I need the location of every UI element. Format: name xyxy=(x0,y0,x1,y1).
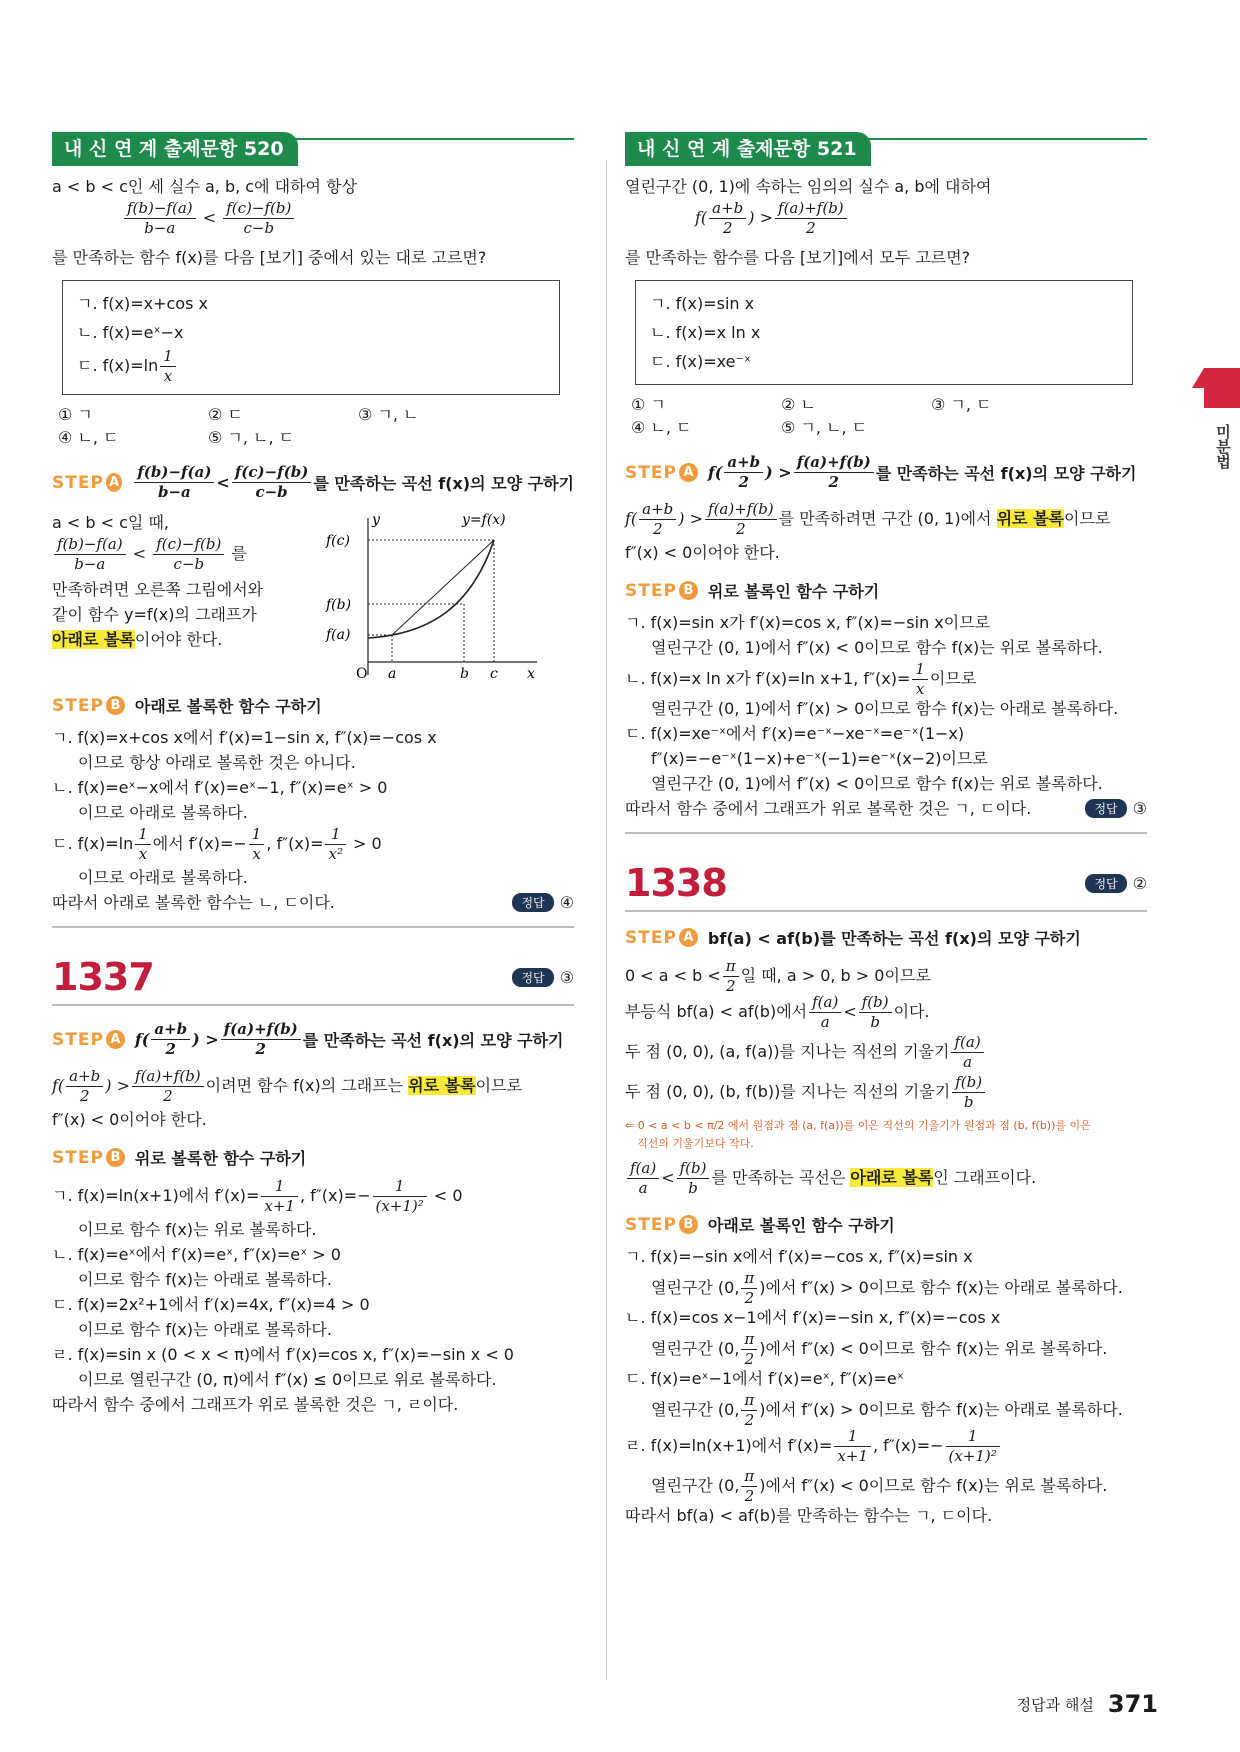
fraction: $\frac{f(b)-f(a)}{b-a}$ xyxy=(124,199,196,238)
solution-line: f( $\frac{a+b}{2}$ ) > $\frac{f(a)+f(b)}{2}$ 를 만족하려면 구간 (0, 1)에서 위로 볼록이므로 xyxy=(625,500,1111,538)
choice[interactable]: ③ ㄱ, ㄷ xyxy=(931,395,992,414)
y-axis-label: y xyxy=(372,512,380,528)
text-line: a < b < c일 때, xyxy=(52,513,169,532)
step-a-heading: STEP A f( $\frac{a+b}{2}$ ) > $\frac{f(a)+f(b)}{2}$ 를 만족하는 곡선 f(x)의 모양 구하기 xyxy=(625,453,1137,491)
step-title: 위로 볼록인 함수 구하기 xyxy=(707,582,880,601)
curve xyxy=(368,540,494,638)
solution-line: ㄹ. f(x)=sin x (0 < x < π)에서 f′(x)=cos x, f″(x)=−sin x < 0 xyxy=(52,1345,514,1364)
solution-line: 0 < a < b < $\frac{\pi}{2}$ 일 때, a > 0, b > 0이므로 xyxy=(625,957,931,995)
solution-line: ㄷ. f(x)=eˣ−1에서 f′(x)=eˣ, f″(x)=eˣ xyxy=(625,1369,904,1388)
solution-line: 열린구간 (0, $\frac{\pi}{2}$ )에서 f″(x) > 0이므로 함수 f(x)는 아래로 볼록하다. xyxy=(651,1269,1123,1307)
bogi-item: ㄴ. f(x)=eˣ−x xyxy=(77,323,184,342)
solution-line: f( $\frac{a+b}{2}$ ) > $\frac{f(a)+f(b)}{2}$ 이려면 함수 f(x)의 그래프는 위로 볼록이므로 xyxy=(52,1067,522,1105)
solution-line: 열린구간 (0, 1)에서 f″(x) > 0이므로 함수 f(x)는 아래로 볼록하다. xyxy=(651,699,1119,718)
choice[interactable]: ① ㄱ xyxy=(631,395,666,414)
step-title: 아래로 볼록한 함수 구하기 xyxy=(134,697,322,716)
solution-line: 이므로 열린구간 (0, π)에서 f″(x) ≤ 0이므로 위로 볼록하다. xyxy=(78,1370,497,1389)
solution-line: ㄱ. f(x)=sin x가 f′(x)=cos x, f″(x)=−sin x이므로 xyxy=(625,613,991,632)
step-title: 를 만족하는 곡선 f(x)의 모양 구하기 xyxy=(313,474,574,493)
solution-line: ㄷ. f(x)=xe⁻ˣ에서 f′(x)=e⁻ˣ−xe⁻ˣ=e⁻ˣ(1−x) xyxy=(625,724,965,743)
answer-521: 정답 ③ xyxy=(625,799,1147,818)
choice[interactable]: ④ ㄴ, ㄷ xyxy=(58,428,119,447)
answer-badge: 정답 xyxy=(512,893,553,912)
text-line: 만족하려면 오른쪽 그림에서와 xyxy=(52,580,264,599)
convex-graph xyxy=(322,510,542,680)
bogi-box xyxy=(62,280,560,395)
answer-value: ④ xyxy=(559,893,574,912)
solution-line: 이므로 항상 아래로 볼록한 것은 아니다. xyxy=(78,753,356,772)
fraction: $\frac{f(c)-f(b)}{c-b}$ xyxy=(223,199,294,238)
step-a-heading: STEP A bf(a) < af(b)를 만족하는 곡선 f(x)의 모양 구하기 xyxy=(625,927,1081,948)
solution-line: $\frac{f(a)}{a}$ < $\frac{f(b)}{b}$ 를 만족하는 곡선은 아래로 볼록인 그래프이다. xyxy=(625,1159,1147,1199)
text-line: $\frac{f(b)-f(a)}{b-a}$ < $\frac{f(c)-f(b)}{c-b}$ 를 xyxy=(52,535,322,577)
curve-label: y=f(x) xyxy=(462,512,506,528)
step-b-heading: STEP B 아래로 볼록인 함수 구하기 xyxy=(625,1214,895,1235)
question-ask: 를 만족하는 함수 f(x)를 다음 [보기] 중에서 있는 대로 고르면? xyxy=(52,248,487,267)
solution-line: f″(x) < 0이어야 한다. xyxy=(52,1110,207,1129)
inequality: f( $\frac{a+b}{2}$ ) > $\frac{f(a)+f(b)}{2}$ xyxy=(625,199,1147,245)
solution-line: ㄱ. f(x)=ln(x+1)에서 f′(x)= $\frac{1}{x+1}$ , f″(x)=− $\frac{1}{\text{(x+1)²}}$ < 0 xyxy=(52,1177,463,1215)
solution-line: ㄷ. f(x)=ln $\frac{1}{x}$ 에서 f′(x)=− $\frac{1}{x}$ , f″(x)= $\frac{1}{\text{x²}}$ > 0 xyxy=(52,825,382,863)
bogi-item: ㄷ. f(x)=xe⁻ˣ xyxy=(650,352,751,371)
chord xyxy=(392,540,494,635)
solution-line: 두 점 (0, 0), (a, f(a))를 지나는 직선의 기울기 $\frac{f(a)}{a}$ xyxy=(625,1033,1147,1073)
y-tick-fb: f(b) xyxy=(326,597,352,613)
side-note: ⇐ 0 < a < b < π/2 에서 원점과 점 (a, f(a))를 이은 직선의 기울기가 원점과 점 (b, f(b))를 이은 직선의 기울기보다 작다. xyxy=(625,1119,1091,1150)
answer-value: ③ xyxy=(559,967,574,987)
step-letter: A xyxy=(106,473,122,492)
left-column xyxy=(52,132,574,1417)
solution-line: 이므로 함수 f(x)는 위로 볼록하다. xyxy=(78,1220,317,1239)
step-a-heading: STEP A $\frac{f(b)-f(a)}{b-a}$ < $\frac{f(c)-f(b)}{c-b}$ 를 만족하는 곡선 f(x)의 모양 구하기 xyxy=(52,463,574,501)
solution-line: 열린구간 (0, $\frac{\pi}{2}$ )에서 f″(x) < 0이므로 함수 f(x)는 위로 볼록하다. xyxy=(651,1330,1108,1368)
solution-line: f″(x)=−e⁻ˣ(1−x)+e⁻ˣ(−1)=e⁻ˣ(x−2)이므로 xyxy=(651,749,988,768)
solution-line: f″(x) < 0이어야 한다. xyxy=(625,543,780,562)
step-title: 위로 볼록한 함수 구하기 xyxy=(134,1149,307,1168)
step-a-body xyxy=(52,510,574,680)
y-tick-fc: f(c) xyxy=(326,533,350,549)
answer-choices xyxy=(58,403,574,449)
choice[interactable]: ① ㄱ xyxy=(58,405,93,424)
solution-line: ㄱ. f(x)=−sin x에서 f′(x)=−cos x, f″(x)=sin x xyxy=(625,1247,973,1266)
solution-line: 이므로 아래로 볼록하다. xyxy=(78,803,248,822)
choice[interactable]: ④ ㄴ, ㄷ xyxy=(631,418,692,437)
page-number: 371 xyxy=(1107,1690,1158,1718)
problem-number: 1337 xyxy=(52,955,154,999)
chapter-tab-marker xyxy=(1204,368,1240,408)
page-footer xyxy=(1017,1690,1158,1718)
solution-line: ㄱ. f(x)=x+cos x에서 f′(x)=1−sin x, f″(x)=−cos x xyxy=(52,728,437,747)
solution-line: 두 점 (0, 0), (b, f(b))를 지나는 직선의 기울기 $\frac{f(b)}{b}$ xyxy=(625,1073,1147,1113)
problem-header-1337 xyxy=(52,950,574,1006)
bogi-item: ㄴ. f(x)=x ln x xyxy=(650,323,761,342)
x-tick-a: a xyxy=(388,666,397,680)
step-b-heading: STEP B 위로 볼록인 함수 구하기 xyxy=(625,580,880,601)
solution-line: 열린구간 (0, 1)에서 f″(x) < 0이므로 함수 f(x)는 위로 볼록하다. xyxy=(651,638,1103,657)
answer-choices xyxy=(631,393,1147,439)
x-axis-label: x xyxy=(527,666,535,680)
solution-line: ㄴ. f(x)=x ln x가 f′(x)=ln x+1, f″(x)= $\frac{1}{x}$ 이므로 xyxy=(625,660,977,698)
column-divider xyxy=(606,160,607,1680)
solution-line: 열린구간 (0, $\frac{\pi}{2}$ )에서 f″(x) < 0이므로 함수 f(x)는 위로 볼록하다. xyxy=(651,1467,1108,1505)
step-title: bf(a) < af(b)를 만족하는 곡선 f(x)의 모양 구하기 xyxy=(707,929,1081,948)
solution-line: ㄷ. f(x)=2x²+1에서 f′(x)=4x, f″(x)=4 > 0 xyxy=(52,1295,370,1314)
choice[interactable]: ② ㄷ xyxy=(208,405,243,424)
less-than-symbol: < xyxy=(202,208,217,227)
bogi-item: ㄱ. f(x)=x+cos x xyxy=(77,294,208,313)
y-tick-fa: f(a) xyxy=(326,627,351,643)
choice[interactable]: ② ㄴ xyxy=(781,395,816,414)
banner-label: 내 신 연 계 출제문항 521 xyxy=(625,132,871,166)
inequality xyxy=(52,199,574,245)
question-stem: 열린구간 (0, 1)에 속하는 임의의 실수 a, b에 대하여 xyxy=(625,177,992,196)
section-separator xyxy=(625,832,1147,834)
x-tick-b: b xyxy=(460,666,469,680)
step-label: STEP xyxy=(52,472,104,493)
conclusion: 따라서 함수 중에서 그래프가 위로 볼록한 것은 ㄱ, ㄹ이다. xyxy=(52,1395,459,1414)
step-title: 를 만족하는 곡선 f(x)의 모양 구하기 xyxy=(875,464,1137,483)
choice[interactable]: ③ ㄱ, ㄴ xyxy=(358,405,419,424)
step-title: 를 만족하는 곡선 f(x)의 모양 구하기 xyxy=(302,1031,564,1050)
problem-number: 1338 xyxy=(625,861,727,905)
step-a-heading: STEP A f( $\frac{a+b}{2}$ ) > $\frac{f(a)+f(b)}{2}$ 를 만족하는 곡선 f(x)의 모양 구하기 xyxy=(52,1020,564,1058)
problem-header-1338: 1338 정답 ② xyxy=(625,856,1147,912)
question-ask: 를 만족하는 함수를 다음 [보기]에서 모두 고르면? xyxy=(625,248,971,267)
solution-line: 열린구간 (0, $\frac{\pi}{2}$ )에서 f″(x) > 0이므로 함수 f(x)는 아래로 볼록하다. xyxy=(651,1391,1123,1429)
question-stem: a < b < c인 세 실수 a, b, c에 대하여 항상 xyxy=(52,177,358,196)
solution-line: 이므로 함수 f(x)는 아래로 볼록하다. xyxy=(78,1270,332,1289)
chapter-side-label: 미분법 xyxy=(1214,424,1232,469)
bogi-item: ㄱ. f(x)=sin x xyxy=(650,294,755,313)
text-line: 아래로 볼록이어야 한다. xyxy=(52,630,223,649)
banner-label: 내 신 연 계 출제문항 520 xyxy=(52,132,298,166)
conclusion: 따라서 함수 중에서 그래프가 위로 볼록한 것은 ㄱ, ㄷ이다. xyxy=(625,799,1032,818)
solution-line: ㄴ. f(x)=cos x−1에서 f′(x)=−sin x, f″(x)=−cos x xyxy=(625,1308,1001,1327)
step-b-heading: STEP B 위로 볼록한 함수 구하기 xyxy=(52,1147,307,1168)
solution-line: 이므로 아래로 볼록하다. xyxy=(78,868,248,887)
bogi-item: ㄷ. f(x)=ln $\frac{1}{x}$ xyxy=(77,347,545,386)
solution-line: 열린구간 (0, 1)에서 f″(x) < 0이므로 함수 f(x)는 위로 볼록하다. xyxy=(651,774,1103,793)
step-b-heading: STEP B 아래로 볼록한 함수 구하기 xyxy=(52,695,322,716)
choice[interactable]: ⑤ ㄱ, ㄴ, ㄷ xyxy=(781,418,868,437)
step-title: 아래로 볼록인 함수 구하기 xyxy=(707,1216,895,1235)
section-separator xyxy=(52,926,574,928)
x-tick-c: c xyxy=(490,666,498,680)
solution-line: ㄴ. f(x)=eˣ−x에서 f′(x)=eˣ−1, f″(x)=eˣ > 0 xyxy=(52,778,388,797)
origin-label: O xyxy=(356,666,368,680)
problem-banner-520 xyxy=(52,132,574,168)
problem-banner-521 xyxy=(625,132,1147,168)
text-line: 같이 함수 y=f(x)의 그래프가 xyxy=(52,605,257,624)
conclusion: 따라서 bf(a) < af(b)를 만족하는 함수는 ㄱ, ㄷ이다. xyxy=(625,1506,993,1525)
choice[interactable]: ⑤ ㄱ, ㄴ, ㄷ xyxy=(208,428,295,447)
solution-line: 이므로 함수 f(x)는 아래로 볼록하다. xyxy=(78,1320,332,1339)
solution-line: ㄴ. f(x)=eˣ에서 f′(x)=eˣ, f″(x)=eˣ > 0 xyxy=(52,1245,341,1264)
bogi-box xyxy=(635,280,1133,385)
solution-line: 부등식 bf(a) < af(b)에서 $\frac{f(a)}{a}$ < $\frac{f(b)}{b}$ 이다. xyxy=(625,993,930,1031)
conclusion: 따라서 아래로 볼록한 함수는 ㄴ, ㄷ이다. xyxy=(52,893,335,912)
solution-line: ㄹ. f(x)=ln(x+1)에서 f′(x)= $\frac{1}{x+1}$ , f″(x)=− $\frac{1}{\text{(x+1)²}}$ xyxy=(625,1427,1147,1467)
footer-label: 정답과 해설 xyxy=(1016,1695,1094,1714)
answer-badge: 정답 xyxy=(512,968,553,987)
right-column xyxy=(625,132,1147,1528)
